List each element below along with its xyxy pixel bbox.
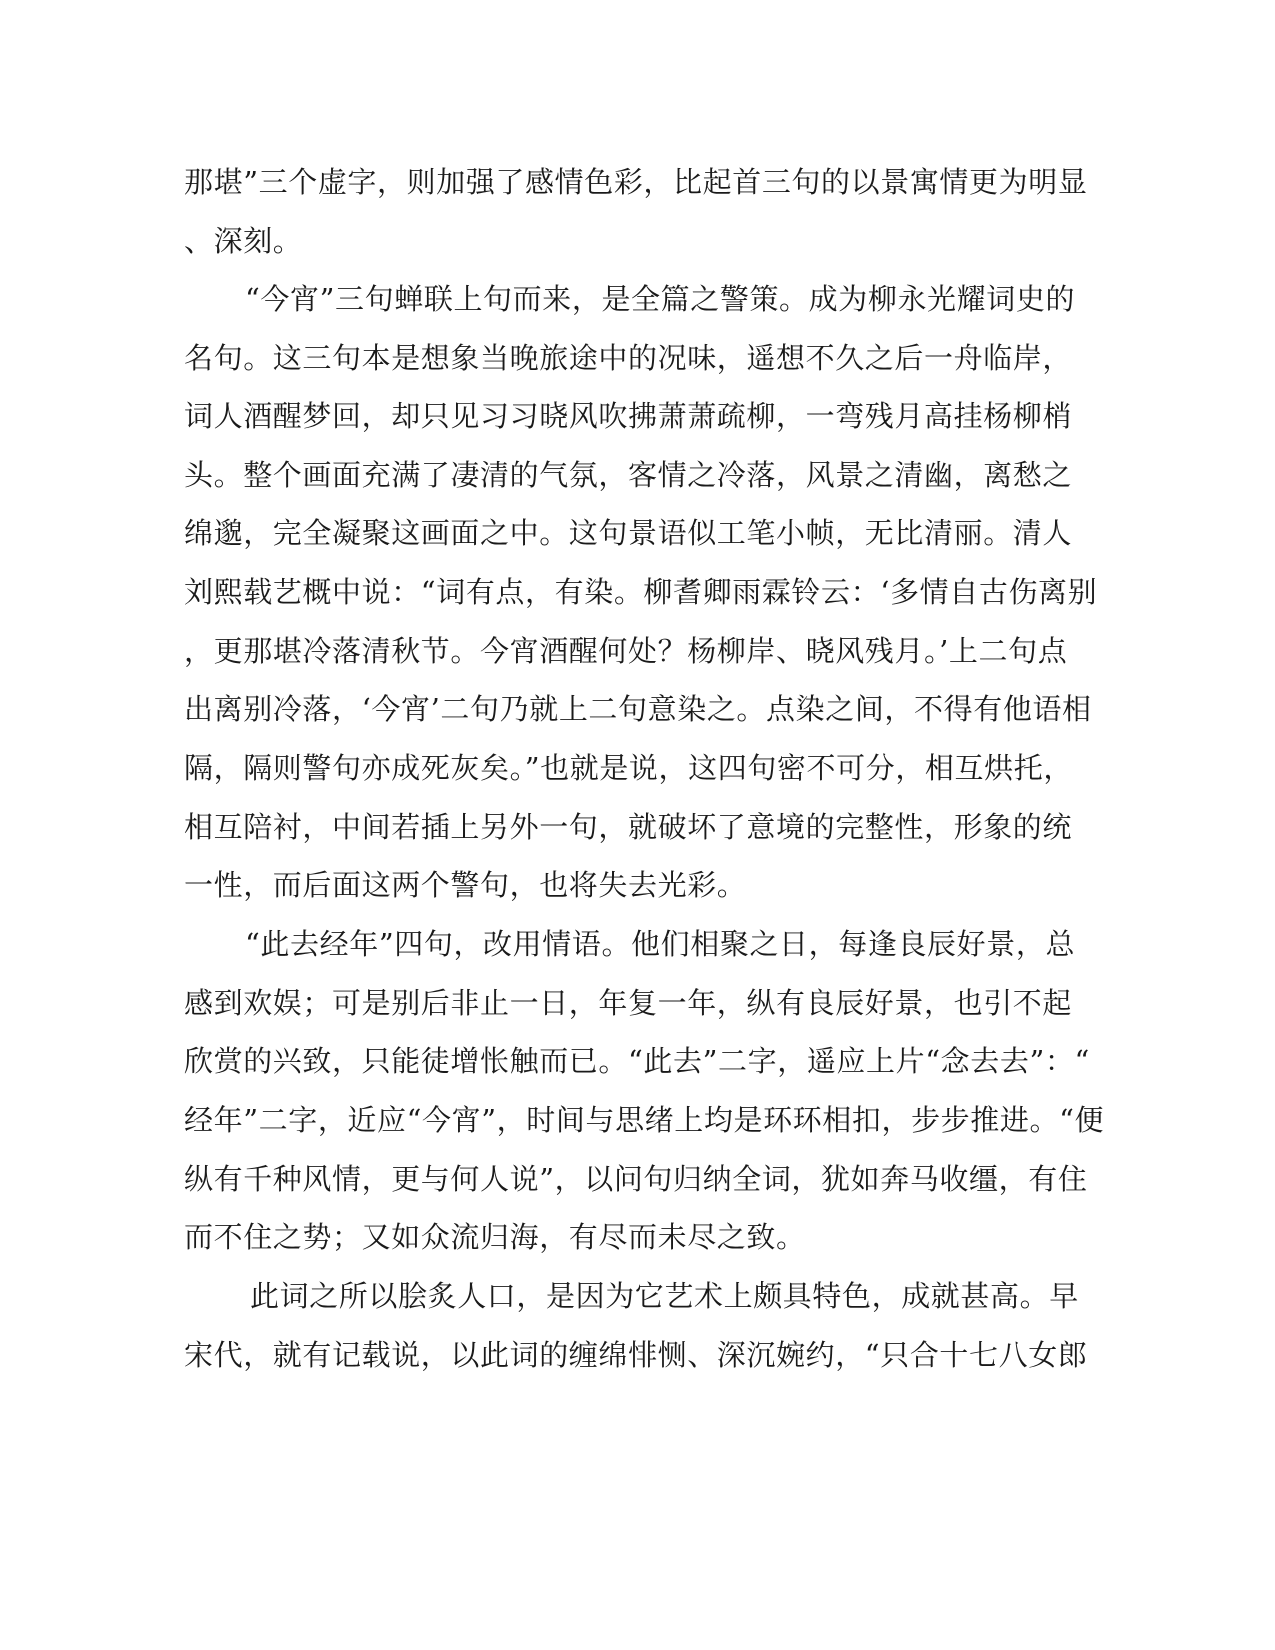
text-line: 名句。这三句本是想象当晚旅途中的况味，遥想不久之后一舟临岸， — [184, 341, 1073, 375]
text-line: 经年”二字，近应“今宵”，时间与思绪上均是环环相扣，步步推进。“便 — [184, 1103, 1105, 1137]
text-line: 词人酒醒梦回，却只见习习晓风吹拂萧萧疏柳，一弯残月高挂杨柳梢 — [184, 399, 1073, 433]
text-line: 隔，隔则警句亦成死灰矣。”也就是说，这四句密不可分，相互烘托， — [184, 751, 1073, 785]
text-line: 、深刻。 — [184, 224, 303, 258]
paragraph-first-line: 此词之所以脍炙人口，是因为它艺术上颇具特色，成就甚高。早 — [250, 1279, 1079, 1313]
text-line: 相互陪衬，中间若插上另外一句，就破坏了意境的完整性，形象的统 — [184, 810, 1073, 844]
text-line: 一性，而后面这两个警句，也将失去光彩。 — [184, 868, 747, 902]
text-line: ，更那堪冷落清秋节。今宵酒醒何处？杨柳岸、晓风残月。’上二句点 — [184, 634, 1068, 668]
text-line: 头。整个画面充满了凄清的气氛，客情之冷落，风景之清幽，离愁之 — [184, 458, 1073, 492]
text-line: 出离别冷落，‘今宵’二句乃就上二句意染之。点染之间，不得有他语相 — [184, 692, 1092, 726]
text-line: 那堪”三个虚字，则加强了感情色彩，比起首三句的以景寓情更为明显 — [184, 165, 1088, 199]
text-line: 而不住之势；又如众流归海，有尽而未尽之致。 — [184, 1220, 806, 1254]
text-line: 刘熙载艺概中说：“词有点，有染。柳耆卿雨霖铃云：‘多情自古伤离别 — [184, 575, 1098, 609]
text-line: 感到欢娱；可是别后非止一日，年复一年，纵有良辰好景，也引不起 — [184, 986, 1073, 1020]
text-line: 欣赏的兴致，只能徒增怅触而已。“此去”二字，遥应上片“念去去”：“ — [184, 1044, 1090, 1078]
text-line: 绵邈，完全凝聚这画面之中。这句景语似工笔小帧，无比清丽。清人 — [184, 516, 1073, 550]
paragraph-first-line: “此去经年”四句，改用情语。他们相聚之日，每逢良辰好景，总 — [245, 927, 1076, 961]
paragraph-first-line: “今宵”三句蝉联上句而来，是全篇之警策。成为柳永光耀词史的 — [245, 282, 1076, 316]
text-line: 宋代，就有记载说，以此词的缠绵悱恻、深沉婉约，“只合十七八女郎 — [184, 1338, 1088, 1372]
text-line: 纵有千种风情，更与何人说”，以问句归纳全词，犹如奔马收缰，有住 — [184, 1162, 1088, 1196]
